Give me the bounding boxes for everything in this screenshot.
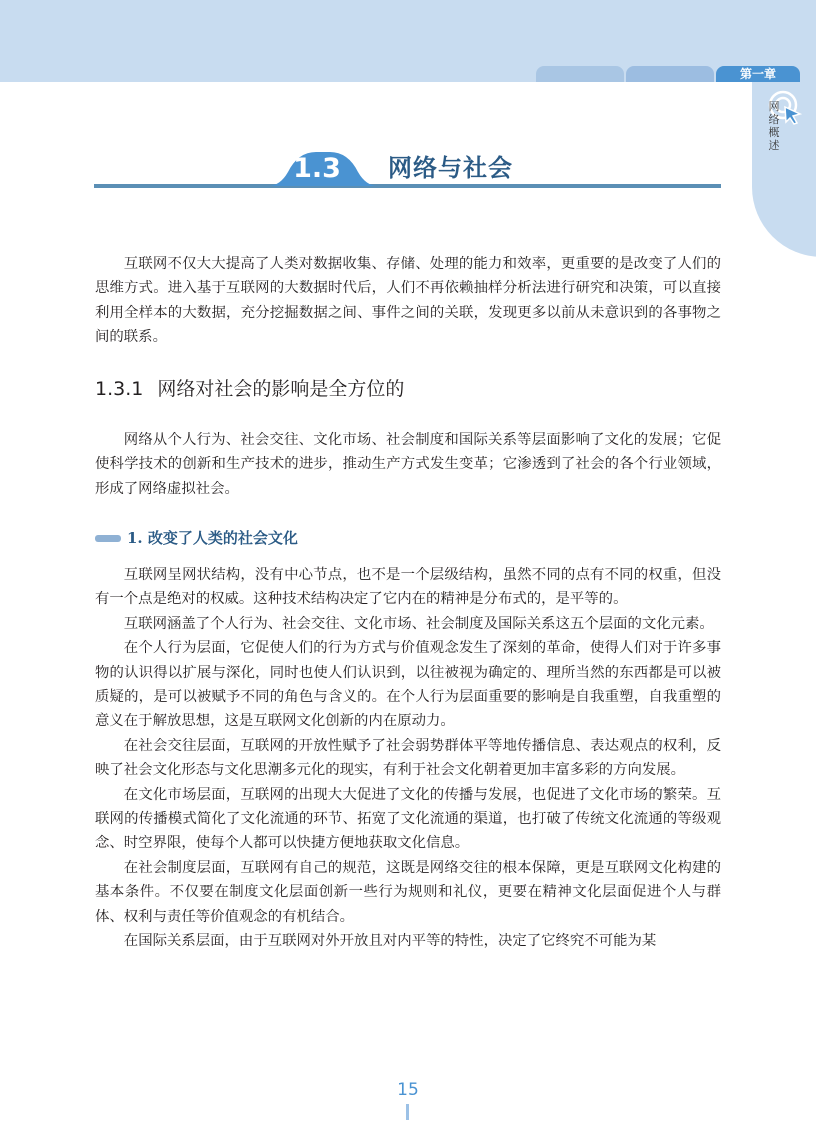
point-body — [95, 563, 721, 954]
body-paragraph: 在文化市场层面，互联网的出现大大促进了文化的传播与发展，也促进了文化市场的繁荣。互联网的传播模式简化了文化流通的环节、拓宽了文化流通的渠道，也打破了传统文化流通的等级观念、时空界限，使每个人都可以快捷方便地获取文化信息。 — [95, 786, 721, 852]
subsection-heading — [95, 376, 721, 402]
subsection-number: 1.3.1 — [95, 378, 144, 400]
body-paragraph: 互联网呈网状结构，没有中心节点，也不是一个层级结构，虽然不同的点有不同的权重，但没有一个点是绝对的权威。这种技术结构决定了它内在的精神是分布式的，是平等的。 — [95, 567, 721, 608]
body-paragraph: 互联网涵盖了个人行为、社会交往、文化市场、社会制度及国际关系这五个层面的文化元素。 — [123, 615, 714, 632]
side-chapter-title: 网络概述 — [768, 100, 780, 152]
subsection-intro-paragraph: 网络从个人行为、社会交往、文化市场、社会制度和国际关系等层面影响了文化的发展；它促使科学技术的创新和生产技术的进步，推动生产方式发生变革；它渗透到了社会的各个行业领域，形成了网络虚拟社会。 — [95, 432, 721, 497]
section-title: 网络与社会 — [388, 154, 513, 182]
section-number: 1.3 — [293, 153, 341, 184]
page-number: 15 — [397, 1080, 419, 1100]
body-paragraph: 在个人行为层面，它促使人们的行为方式与价值观念发生了深刻的革命，使得人们对于许多事物的认识得以扩展与深化，同时也使人们认识到，以往被视为确定的、理所当然的东西都是可以被质疑的，是可以被赋予不同的角色与含义的。在个人行为层面重要的影响是自我重塑，自我重塑的意义在于解放思想，这是互联网文化创新的内在原动力。 — [95, 640, 721, 730]
chapter-tab: 第一章 — [716, 66, 800, 82]
intro-paragraph: 互联网不仅大大提高了人类对数据收集、存储、处理的能力和效率，更重要的是改变了人们的思维方式。进入基于互联网的大数据时代后，人们不再依赖抽样分析法进行研究和决策，可以直接利用全样本的大数据，充分挖掘数据之间、事件之间的关联，发现更多以前从未意识到的各事物之间的联系。 — [95, 256, 721, 346]
point-heading: 1. 改变了人类的社会文化 — [127, 529, 298, 547]
page-number-tick — [406, 1104, 409, 1120]
point-heading-marker — [95, 535, 121, 542]
header-tab-decoration — [626, 66, 714, 82]
body-paragraph: 在国际关系层面，由于互联网对外开放且对内平等的特性，决定了它终究不可能为某 — [123, 933, 657, 950]
subsection-title: 网络对社会的影响是全方位的 — [157, 378, 405, 400]
body-paragraph: 在社会交往层面，互联网的开放性赋予了社会弱势群体平等地传播信息、表达观点的权利，反映了社会文化形态与文化思潮多元化的现实，有利于社会文化朝着更加丰富多彩的方向发展。 — [95, 737, 721, 779]
header-tab-decoration — [536, 66, 624, 82]
section-rule — [94, 184, 721, 188]
body-paragraph: 在社会制度层面，互联网有自己的规范，这既是网络交往的根本保障，更是互联网文化构建的基本条件。不仅要在制度文化层面创新一些行为规则和礼仪，更要在精神文化层面促进个人与群体、权利与责任等价值观念的有机结合。 — [95, 859, 721, 925]
